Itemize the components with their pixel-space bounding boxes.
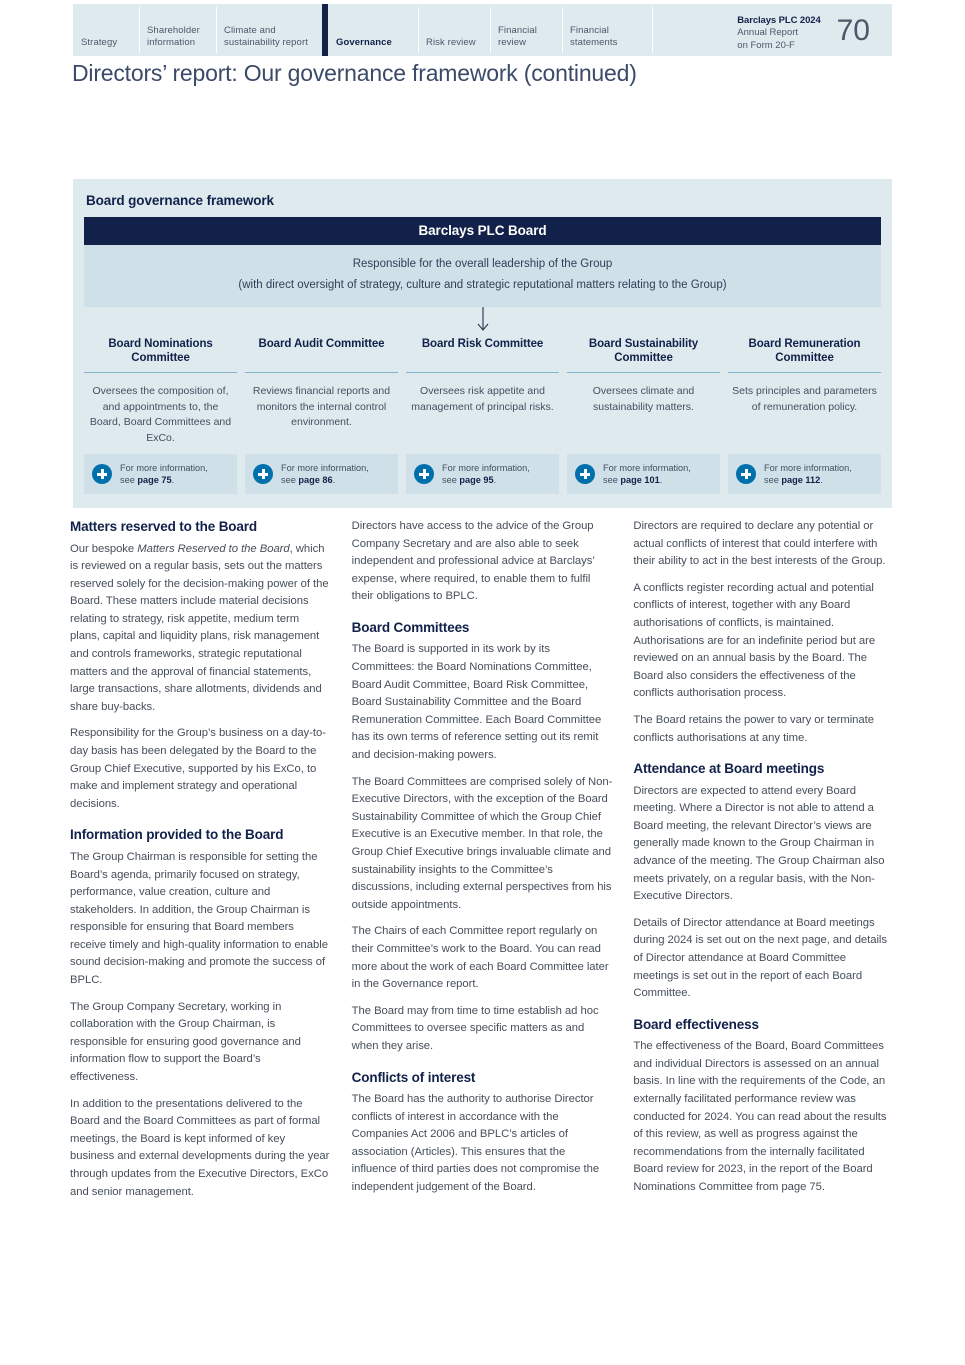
committee-card-board-remuneration bbox=[728, 337, 881, 494]
more-information-prefix: see bbox=[120, 475, 138, 485]
page-number: 70 bbox=[836, 14, 870, 47]
section-heading-board-committees: Board Committees bbox=[351, 619, 470, 635]
paragraph: In addition to the presentations delivered to the Board and the Board Committees as part of formal meetings, the Board is kept informed of key business and external developments during the year through updates from the Executive Directors, ExCo and senior management. bbox=[70, 1097, 330, 1198]
document-header-nav bbox=[73, 4, 892, 56]
committee-title: Board Audit Committee bbox=[245, 337, 398, 373]
plus-icon bbox=[736, 464, 756, 484]
body-columns bbox=[70, 518, 894, 1210]
paragraph: The Board retains the power to vary or terminate conflicts authorisations at any time. bbox=[633, 713, 874, 744]
more-information-suffix: . bbox=[493, 475, 497, 485]
page-reference: page 101 bbox=[620, 475, 660, 485]
plus-icon bbox=[414, 464, 434, 484]
nav-tab-label: Climate and sustainability report bbox=[224, 25, 308, 48]
plus-icon bbox=[92, 464, 112, 484]
committees-row bbox=[84, 337, 881, 494]
committee-description: Sets principles and parameters of remuneration policy. bbox=[732, 385, 877, 413]
nav-tab-label: Financial review bbox=[498, 25, 537, 48]
paragraph bbox=[70, 541, 331, 717]
more-information-link-page-75[interactable] bbox=[84, 454, 237, 494]
committee-description: Reviews financial reports and monitors the internal control environment. bbox=[252, 385, 391, 428]
more-information-suffix: . bbox=[332, 475, 336, 485]
down-arrow-icon bbox=[84, 307, 881, 337]
paragraph: The Chairs of each Committee report regularly on their Committee’s work to the Board. You can read more about the work of each Board Committee later in the Governance report. bbox=[351, 925, 609, 991]
report-subtitle-line2: on Form 20-F bbox=[737, 39, 795, 51]
nav-tab-risk-review[interactable] bbox=[418, 4, 490, 56]
committee-description: Oversees the composition of, and appointments to, the Board, Board Committees and ExCo. bbox=[89, 385, 232, 444]
paragraph: A conflicts register recording actual and potential conflicts of interest, together with any Board authorisations of conflicts, is maintained. Authorisations are for an indefinite period but are reviewed on an annual basis by the Board. The Board also considers the effectiveness of the conflicts authorisation process. bbox=[633, 581, 876, 700]
more-information-line1: For more information, bbox=[603, 463, 691, 473]
italic-document-title: Matters Reserved to the Board bbox=[137, 542, 290, 555]
committee-card-board-nominations bbox=[84, 337, 237, 494]
more-information-link-page-101[interactable] bbox=[567, 454, 720, 494]
more-information-text bbox=[764, 462, 852, 486]
paragraph: Directors are required to declare any potential or actual conflicts of interest that could interfere with their ability to act in the best interests of the Group. bbox=[633, 520, 886, 568]
page-reference: page 112 bbox=[781, 475, 821, 485]
nav-tab-label: Financial statements bbox=[570, 25, 618, 48]
nav-tab-label: Governance bbox=[336, 36, 392, 48]
board-governance-framework-panel bbox=[73, 179, 892, 508]
paragraph: Directors are expected to attend every Board meeting. Where a Director is not able to attend a Board meeting, the relevant Director’s views are generally made known to the Group Chairman in advance of the meeting. The Group Chairman also meets privately, on a regular basis, with the Non-Executive Directors. bbox=[633, 784, 885, 903]
more-information-prefix: see bbox=[442, 475, 460, 485]
page-reference: page 95 bbox=[459, 475, 494, 485]
more-information-prefix: see bbox=[764, 475, 782, 485]
more-information-link-page-95[interactable] bbox=[406, 454, 559, 494]
committee-title: Board Risk Committee bbox=[406, 337, 559, 373]
page-title: Directors’ report: Our governance framework (continued) bbox=[72, 60, 637, 86]
more-information-suffix: . bbox=[820, 475, 823, 485]
committee-card-board-audit bbox=[245, 337, 398, 494]
more-information-line1: For more information, bbox=[764, 463, 852, 473]
paragraph: The Group Company Secretary, working in collaboration with the Group Chairman, is responsible for ensuring good governance and information flow to support the Board’s effectiveness. bbox=[70, 1000, 301, 1084]
report-title: Barclays PLC 2024 bbox=[737, 15, 821, 26]
section-heading-attendance-at-board-meetings: Attendance at Board meetings bbox=[633, 761, 825, 777]
page-reference: page 75 bbox=[137, 475, 172, 485]
more-information-prefix: see bbox=[281, 475, 299, 485]
framework-title: Board governance framework bbox=[86, 193, 274, 208]
paragraph: The Board Committees are comprised solely of Non-Executive Directors, with the exception of the Board Sustainability Committee of which the Group Chief Executive is an Executive member. In that role, the Group Chief Executive brings invaluable climate and sustainability insights to the Committee’s discussions, including external perspectives from his outside appointments. bbox=[351, 775, 613, 911]
board-description-line2: (with direct oversight of strategy, culture and strategic reputational matters relating to the Group) bbox=[238, 279, 727, 291]
paragraph-part: , which is reviewed on a regular basis, sets out the matters reserved solely for the decision-making power of the Board. These matters include material decisions relating to strategy, risk appetite, medium term plans, capital and liquidity plans, risk management and controls frameworks, strategic reputational matters and the approval of financial statements, large transactions, share allotments, dividends and share buy-backs. bbox=[70, 542, 329, 713]
committee-card-board-risk bbox=[406, 337, 559, 494]
more-information-link-page-112[interactable] bbox=[728, 454, 881, 494]
paragraph: Details of Director attendance at Board meetings during 2024 is set out on the next page, and details of Director attendance at Board Committee meetings is set out in the report of each Board Committee. bbox=[633, 916, 887, 1000]
barclays-plc-board-description bbox=[84, 245, 881, 307]
more-information-suffix: . bbox=[659, 475, 663, 485]
more-information-text bbox=[442, 462, 530, 486]
more-information-suffix: . bbox=[171, 475, 175, 485]
report-meta bbox=[652, 4, 892, 56]
more-information-prefix: see bbox=[603, 475, 621, 485]
committee-title: Board Nominations Committee bbox=[84, 337, 237, 373]
report-subtitle-line1: Annual Report bbox=[737, 27, 799, 39]
nav-tab-shareholder-information[interactable] bbox=[139, 4, 216, 56]
paragraph: The Board is supported in its work by its Committees: the Board Nominations Committee, Board Audit Committee, Board Risk Committee, Board Sustainability Committee and the Board Remuneration Committee. Each Board Committee has its own terms of reference setting out its remit and decision-making powers. bbox=[351, 643, 602, 762]
section-heading-conflicts-of-interest: Conflicts of interest bbox=[351, 1069, 476, 1085]
committee-title: Board Sustainability Committee bbox=[567, 337, 720, 373]
section-heading-board-effectiveness: Board effectiveness bbox=[633, 1016, 759, 1032]
nav-tab-strategy[interactable] bbox=[73, 4, 139, 56]
body-column-3 bbox=[633, 518, 894, 1210]
paragraph: The Board has the authority to authorise Director conflicts of interest in accordance with the Companies Act 2006 and BPLC’s articles of association (Articles). This ensures that the influence of third parties does not compromise the independent judgement of the Board. bbox=[351, 1093, 600, 1193]
board-description-line1: Responsible for the overall leadership of the Group bbox=[352, 258, 613, 270]
plus-icon bbox=[575, 464, 595, 484]
paragraph: Directors have access to the advice of the Group Company Secretary and are also able to seek independent and professional advice at Barclays’ expense, where required, to enable them to fulfil their obligations to BPLC. bbox=[351, 520, 595, 603]
nav-tab-label: Risk review bbox=[426, 36, 476, 48]
section-heading-information-provided: Information provided to the Board bbox=[70, 827, 284, 843]
committee-description: Oversees risk appetite and management of principal risks. bbox=[411, 385, 554, 413]
nav-tab-label: Strategy bbox=[81, 36, 118, 48]
plus-icon bbox=[253, 464, 273, 484]
paragraph: The Group Chairman is responsible for setting the Board’s agenda, primarily focused on strategy, performance, value creation, culture and stakeholders. In addition, the Group Chairman is responsible for ensuring that Board members receive timely and high-quality information to enable sound decision-making and promote the success of BPLC. bbox=[70, 850, 328, 987]
more-information-line1: For more information, bbox=[281, 463, 369, 473]
more-information-line1: For more information, bbox=[120, 463, 208, 473]
more-information-text bbox=[281, 462, 369, 486]
paragraph: Responsibility for the Group’s business on a day-to-day basis has been delegated by the Board to the Group Chief Executive, supported by his ExCo, to make and implement strategy and operational decisions. bbox=[70, 727, 326, 810]
committee-title: Board Remuneration Committee bbox=[728, 337, 881, 373]
page-reference: page 86 bbox=[298, 475, 333, 485]
nav-tab-label: Shareholder information bbox=[147, 25, 200, 48]
more-information-link-page-86[interactable] bbox=[245, 454, 398, 494]
report-meta-text bbox=[737, 13, 820, 52]
more-information-text bbox=[603, 462, 691, 486]
committee-description: Oversees climate and sustainability matters. bbox=[592, 385, 695, 413]
nav-tab-financial-review[interactable] bbox=[490, 4, 562, 56]
body-column-2 bbox=[352, 518, 613, 1210]
nav-tab-governance[interactable] bbox=[322, 4, 418, 56]
nav-tab-financial-statements[interactable] bbox=[562, 4, 652, 56]
committee-card-board-sustainability bbox=[567, 337, 720, 494]
barclays-plc-board-header: Barclays PLC Board bbox=[84, 217, 881, 245]
more-information-text bbox=[120, 462, 208, 486]
paragraph-part: Our bespoke bbox=[70, 542, 138, 555]
paragraph: The Board may from time to time establish ad hoc Committees to oversee specific matters as and when they arise. bbox=[351, 1004, 599, 1052]
section-heading-matters-reserved: Matters reserved to the Board bbox=[70, 519, 257, 534]
nav-tab-climate-and-sustainability-report[interactable] bbox=[216, 4, 322, 56]
paragraph: The effectiveness of the Board, Board Committees and individual Directors is assessed on an annual basis. In line with the requirements of the Code, an externally facilitated performance review was conducted for 2024. You can read about the results of this review, as well as progress against the recommendations from the internally facilitated Board review for 2023, in the report of the Board Nominations Committee from page 75. bbox=[633, 1040, 887, 1193]
more-information-line1: For more information, bbox=[442, 463, 530, 473]
body-column-1 bbox=[70, 518, 331, 1210]
